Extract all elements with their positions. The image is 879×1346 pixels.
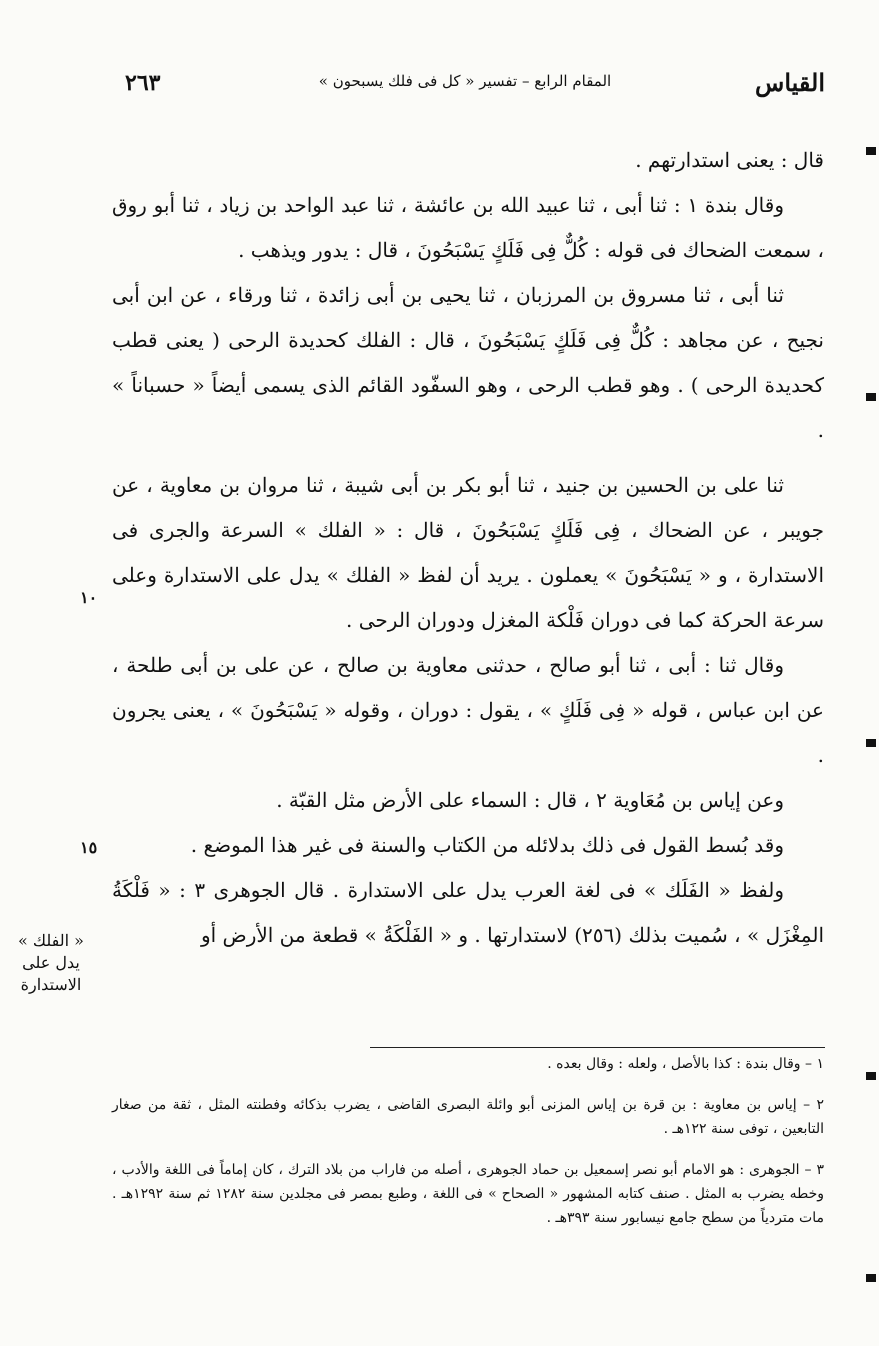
page-number: ٢٦٣ bbox=[125, 70, 161, 96]
paragraph: ثنا على بن الحسين بن جنيد ، ثنا أبو بكر بن أبى شيبة ، ثنا مروان بن معاوية ، عن جويبر ، عن الضحاك ، فِى فَلَكٍ يَسْبَحُونَ ، قال : « الفلك » السرعة والجرى فى الاستدارة ، و « يَسْبَحُونَ » يعملون . يريد أن لفظ « الفلك » يدل على الاستدارة وعلى سرعة الحركة كما فى دوران فَلْكة المغزل ودوران الرحى . bbox=[112, 473, 824, 632]
binding-mark bbox=[866, 1274, 876, 1282]
line-number: ١٠ bbox=[80, 588, 98, 607]
page-header bbox=[110, 64, 825, 104]
line-number: ١٥ bbox=[80, 838, 98, 857]
paragraph: وقد بُسط القول فى ذلك بدلائله من الكتاب والسنة فى غير هذا الموضع . bbox=[190, 833, 784, 857]
paragraph: ولفظ « الفَلَك » فى لغة العرب يدل على الاستدارة . قال الجوهرى ٣ : « فَلْكَةُ المِغْزَل » ، سُميت بذلك (٢٥٦) لاستدارتها . و « الفَلْكَةُ » قطعة من الأرض أو bbox=[112, 878, 824, 947]
section-title: القياس bbox=[755, 68, 825, 97]
paragraph: قال : يعنى استدارتهم . bbox=[635, 148, 824, 172]
binding-mark bbox=[866, 739, 876, 747]
paragraph: ثنا أبى ، ثنا مسروق بن المرزبان ، ثنا يحيى بن أبى زائدة ، ثنا ورقاء ، عن ابن أبى نجيح ، عن مجاهد : كُلٌّ فِى فَلَكٍ يَسْبَحُونَ ، قال : الفلك كحديدة الرحى ( يعنى قطب كحديدة الرحى ) . وهو قطب الرحى ، وهو السفّود القائم الذى يسمى أيضاً « حسباناً » . bbox=[112, 283, 824, 442]
margin-note-line: يدل على bbox=[22, 953, 80, 972]
margin-note-line: الاستدارة bbox=[20, 975, 82, 994]
binding-mark bbox=[866, 1072, 876, 1080]
running-title: المقام الرابع – تفسير « كل فى فلك يسبحون » bbox=[318, 72, 612, 90]
paragraph: وعن إياس بن مُعَاوية ٢ ، قال : السماء على الأرض مثل القبّة . bbox=[276, 788, 784, 812]
margin-note bbox=[6, 930, 96, 996]
footnote: ٣ – الجوهرى : هو الامام أبو نصر إسمعيل بن حماد الجوهرى ، أصله من فاراب من بلاد الترك ، كان إماماً فى اللغة والأدب ، وخطه يضرب به المثل . صنف كتابه المشهور « الصحاح » فى اللغة ، وطبع بمصر فى مجلدين سنة ١٢٨٢ ثم سنة ١٢٩٢هـ . مات متردياً من سطح جامع نيسابور سنة ٣٩٣هـ . bbox=[112, 1162, 825, 1226]
paragraph: وقال بندة ١ : ثنا أبى ، ثنا عبيد الله بن عائشة ، ثنا عبد الواحد بن زياد ، ثنا أبو روق ، سمعت الضحاك فى قوله : كُلٌّ فِى فَلَكٍ يَسْبَحُونَ ، قال : يدور ويذهب . bbox=[112, 193, 824, 262]
footnote-divider bbox=[370, 1047, 825, 1048]
paragraph: وقال ثنا : أبى ، ثنا أبو صالح ، حدثنى معاوية بن صالح ، عن على بن أبى طلحة ، عن ابن عباس ، قوله « فِى فَلَكٍ » ، يقول : دوران ، وقوله « يَسْبَحُونَ » ، يعنى يجرون . bbox=[112, 653, 824, 767]
footnote: ٢ – إياس بن معاوية : بن قرة بن إياس المزنى أبو وائلة البصرى القاضى ، يضرب بذكائه وفطنته المثل ، ثقة من صغار التابعين ، توفى سنة ١٢٢هـ . bbox=[112, 1097, 824, 1137]
margin-note-line: « الفلك » bbox=[18, 931, 84, 950]
main-text bbox=[112, 138, 824, 958]
footnote: ١ – وقال بندة : كذا بالأصل ، ولعله : وقال بعده . bbox=[547, 1056, 824, 1072]
binding-mark bbox=[866, 393, 876, 401]
binding-mark bbox=[866, 147, 876, 155]
